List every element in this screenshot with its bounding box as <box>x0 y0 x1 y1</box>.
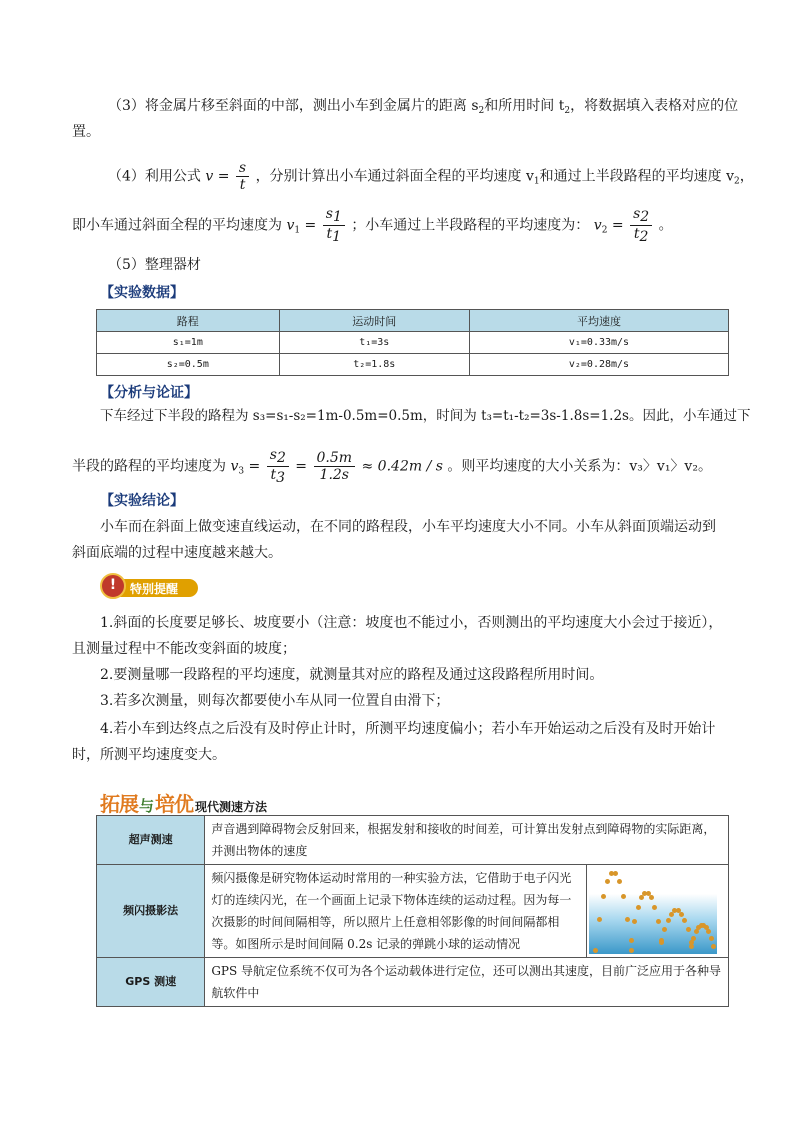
sub: 1 <box>332 209 342 225</box>
ball-image <box>629 948 634 953</box>
ball-image <box>625 917 630 922</box>
step4b-end: 。 <box>658 217 673 234</box>
v1-symbol: v <box>286 217 295 234</box>
ext-title-and: 与 <box>139 797 155 815</box>
table-row <box>97 332 729 354</box>
denominator <box>630 226 652 245</box>
ball-image <box>629 938 634 943</box>
method-label: GPS 测速 <box>97 958 205 1007</box>
step4-text2: 和通过上半段路程的平均速度 v <box>539 168 735 185</box>
ball-image <box>621 894 626 899</box>
num-symbol: s <box>325 206 333 222</box>
tip-line: 1.斜面的长度要足够长、坡度要小（注意：坡度也不能过小，否则测出的平均速度大小会过于接近）， <box>100 615 723 631</box>
tip-line: 4.若小车到达终点之后没有及时停止计时，所测平均速度偏小；若小车开始运动之后没有及时开始计 <box>100 721 716 737</box>
table-row <box>97 816 729 865</box>
table-header-row <box>97 310 729 332</box>
tip-label: 特别提醒 <box>130 582 179 596</box>
ball-image <box>617 879 622 884</box>
sub: 3 <box>238 466 245 477</box>
ball-image <box>686 927 691 932</box>
tip-line: 2.要测量哪一段路程的平均速度，就测量其对应的路程及通过这段路程所用时间。 <box>100 667 604 683</box>
bouncing-ball-photo <box>589 868 717 954</box>
ball-image <box>656 919 661 924</box>
sub: 2 <box>564 106 571 116</box>
step4-prefix: （4）利用公式 <box>108 168 201 185</box>
warning-glyph: ! <box>109 577 117 593</box>
ball-image <box>689 944 694 949</box>
tip-line: 且测量过程中不能改变斜面的坡度； <box>72 641 296 657</box>
v3-result: ≈ 0.42m / s <box>361 458 443 475</box>
numerator <box>323 206 345 226</box>
v3-fraction <box>267 447 289 486</box>
ball-image <box>652 905 657 910</box>
sub: 1 <box>294 225 301 236</box>
method-label: 频闪摄影法 <box>97 865 205 958</box>
table-cell: t₂=1.8s <box>279 354 469 376</box>
denominator <box>267 467 289 486</box>
photo-cell <box>587 865 729 958</box>
tip-badge <box>100 573 198 601</box>
method-label: 超声测速 <box>97 816 205 865</box>
den-symbol: t <box>633 226 640 242</box>
step4b-mid: ；小车通过上半段路程的平均速度为： <box>351 217 590 234</box>
num-symbol: s <box>269 447 277 463</box>
ext-title-b: 培优 <box>155 792 194 816</box>
step4b-line: 即小车通过斜面全程的平均速度为 $v_1$ = $\frac{s1}{t1}$ ；小车通过上半段路程的平均速度为： $v_2$ = $\frac{s2}{t2}$ 。 <box>72 206 673 245</box>
step3-text: （3）将金属片移至斜面的中部，测出小车到金属片的距离 s <box>108 98 479 114</box>
methods-table <box>96 815 729 1007</box>
sub: 2 <box>478 106 485 116</box>
table-cell: s₂=0.5m <box>97 354 280 376</box>
tip-line: 3.若多次测量，则每次都要使小车从同一位置自由滑下； <box>100 693 450 709</box>
sub: 1 <box>332 229 342 245</box>
method-text: 声音遇到障碍物会反射回来，根据发射和接收的时间差，可计算出发射点到障碍物的实际距离，并测出物体的速度 <box>205 816 729 865</box>
numerator <box>267 447 289 467</box>
table-cell: v₂=0.28m/s <box>469 354 728 376</box>
denominator: 1.2s <box>319 467 349 483</box>
table-cell: v₁=0.33m/s <box>469 332 728 354</box>
data-table <box>96 309 729 376</box>
numerator: 0.5m <box>314 450 356 467</box>
ball-image <box>597 917 602 922</box>
method-text: GPS 导航定位系统不仅可为各个运动载体进行定位，还可以测出其速度，目前广泛应用于各种导航软件中 <box>205 958 729 1007</box>
ball-image <box>706 929 711 934</box>
ball-image <box>691 936 696 941</box>
ball-image <box>613 871 618 876</box>
ball-image <box>593 948 598 953</box>
ball-image <box>649 895 654 900</box>
ball-image <box>666 918 671 923</box>
sub: 2 <box>276 450 286 466</box>
v2-fraction <box>630 206 652 245</box>
ball-image <box>711 944 716 949</box>
table-header-cell: 运动时间 <box>279 310 469 332</box>
v3-value-fraction <box>314 450 356 483</box>
formula-lhs: v = <box>205 168 230 185</box>
ball-image <box>694 929 699 934</box>
data-heading: 【实验数据】 <box>100 285 184 301</box>
ball-image <box>605 879 610 884</box>
analysis-line2: 半段的路程的平均速度为 $v_3$ = $\frac{s2}{t3}$ = $\frac{0.5m}{1.2s}$ ≈ 0.42m / s 。则平均速度的大小关系为：v₃〉v₁〉v₂。 <box>72 447 712 486</box>
conclusion-heading: 【实验结论】 <box>100 493 184 509</box>
ball-image <box>709 936 714 941</box>
num-symbol: s <box>633 206 641 222</box>
table-cell: s₁=1m <box>97 332 280 354</box>
formula-fraction <box>236 160 249 193</box>
step3-mid: 和所用时间 t <box>484 98 565 114</box>
denominator: t <box>239 177 246 193</box>
ext-subtitle: 现代测速方法 <box>195 800 268 814</box>
v3-symbol: v <box>230 458 239 475</box>
ball-image <box>639 895 644 900</box>
step3-line2: 置。 <box>72 124 100 140</box>
ball-image <box>662 927 667 932</box>
table-row <box>97 958 729 1007</box>
method-text: 频闪摄像是研究物体运动时常用的一种实验方法，它借助于电子闪光灯的连续闪光，在一个画面上记录下物体连续的运动过程。因为每一次摄影的时间间隔相等，所以照片上任意相邻影像的时间间隔都相等。如图所示是时间间隔 0.2s 记录的弹跳小球的运动情况 <box>205 865 587 958</box>
tip-line: 时，所测平均速度变大。 <box>72 747 226 763</box>
step4-text: ，分别计算出小车通过斜面全程的平均速度 v <box>255 168 534 185</box>
sub: 1 <box>533 176 540 187</box>
sub: 3 <box>276 470 286 486</box>
table-header-cell: 平均速度 <box>469 310 728 332</box>
numerator <box>630 206 652 226</box>
sub: 2 <box>601 225 608 236</box>
sub: 2 <box>640 209 650 225</box>
ball-image <box>632 919 637 924</box>
den-symbol: t <box>326 226 333 242</box>
table-header-cell: 路程 <box>97 310 280 332</box>
ext-title-a: 拓展 <box>100 792 138 816</box>
table-row <box>97 865 729 958</box>
step4b-prefix: 即小车通过斜面全程的平均速度为 <box>72 217 282 234</box>
ball-image <box>659 940 664 945</box>
step4-end: ， <box>739 168 754 185</box>
analysis-prefix: 半段的路程的平均速度为 <box>72 458 226 475</box>
v1-fraction <box>323 206 345 245</box>
table-row <box>97 354 729 376</box>
analysis-end: 。则平均速度的大小关系为：v₃〉v₁〉v₂。 <box>447 458 712 475</box>
ball-image <box>679 912 684 917</box>
conclusion-line2: 斜面底端的过程中速度越来越大。 <box>72 545 282 561</box>
analysis-heading: 【分析与论证】 <box>100 385 198 401</box>
ball-image <box>682 918 687 923</box>
numerator: s <box>236 160 249 177</box>
den-symbol: t <box>270 467 277 483</box>
extension-title <box>100 788 267 814</box>
ball-image <box>636 905 641 910</box>
analysis-line1: 下车经过下半段的路程为 s₃=s₁-s₂=1m-0.5m=0.5m，时间为 t₃=t₁-t₂=3s-1.8s=1.2s。因此，小车通过下 <box>100 408 751 424</box>
v2-symbol: v <box>593 217 602 234</box>
denominator <box>323 226 345 245</box>
step5-line: （5）整理器材 <box>108 257 201 273</box>
step3-end: ，将数据填入表格对应的位 <box>570 98 739 114</box>
step4-line <box>108 160 754 193</box>
table-cell: t₁=3s <box>279 332 469 354</box>
sub: 2 <box>639 229 649 245</box>
warning-icon <box>100 573 126 599</box>
conclusion-line1: 小车而在斜面上做变速直线运动，在不同的路程段，小车平均速度大小不同。小车从斜面顶端运动到 <box>100 519 716 535</box>
ball-image <box>601 894 606 899</box>
sub: 2 <box>734 176 740 187</box>
step3-line1 <box>108 95 738 122</box>
